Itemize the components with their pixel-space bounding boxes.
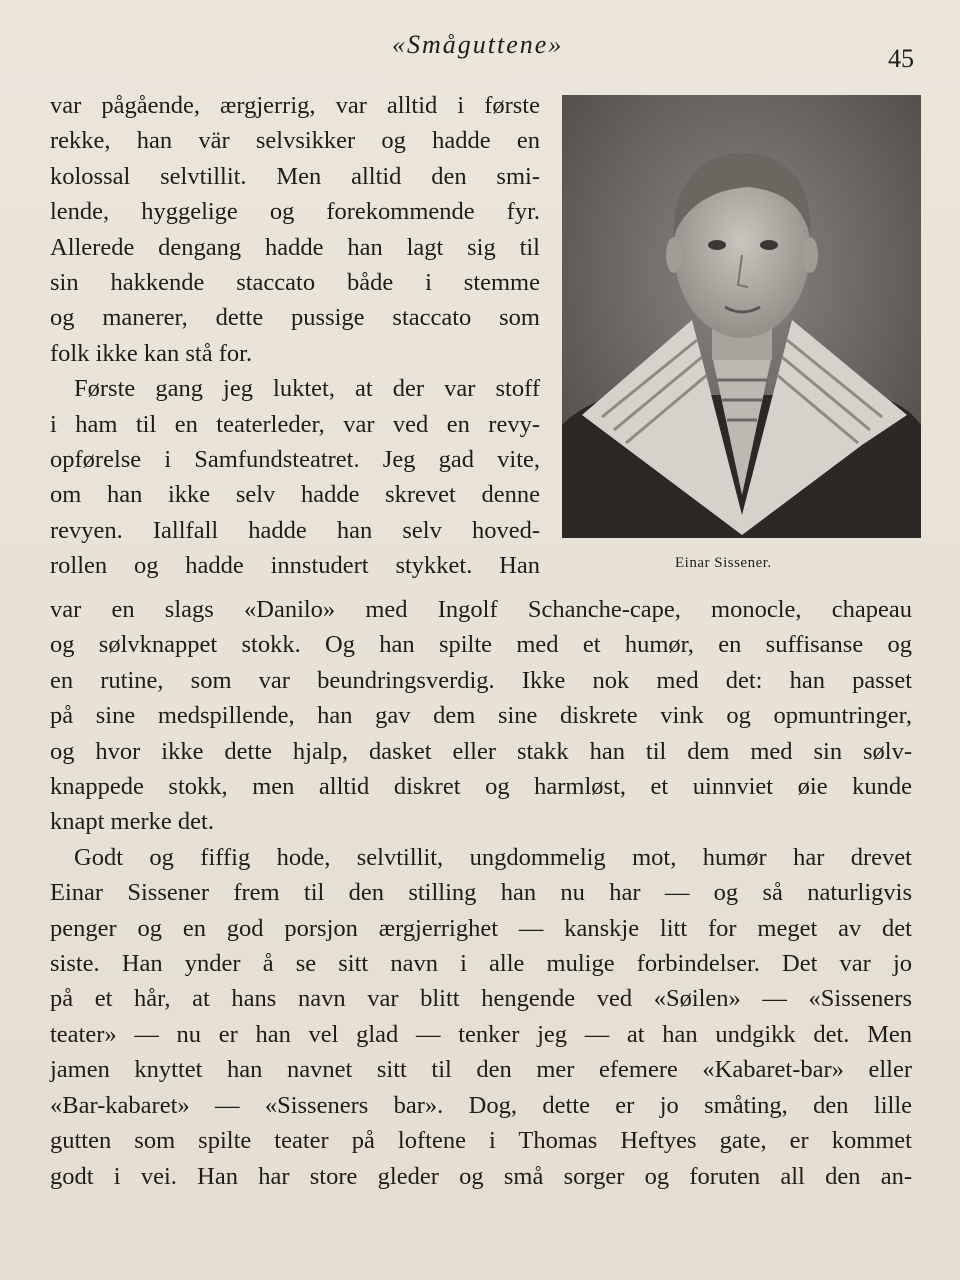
text-line: Allerede dengang hadde han lagt sig til <box>50 233 540 261</box>
text-line: Einar Sissener frem til den stilling han nu har — og så naturligvis <box>50 879 912 907</box>
text-line: sin hakkende staccato både i stemme <box>50 269 540 297</box>
text-line: på et hår, at hans navn var blitt hengende ved «Søilen» — «Sisseners <box>50 985 912 1013</box>
text-line: kolossal selvtillit. Men alltid den smi- <box>50 162 540 190</box>
text-line: og hvor ikke dette hjalp, dasket eller stakk han til dem med sin sølv- <box>50 737 912 765</box>
text-line: gutten som spilte teater på loftene i Thomas Heftyes gate, er kommet <box>50 1127 912 1155</box>
text-line: siste. Han ynder å se sitt navn i alle mulige forbindelser. Det var jo <box>50 950 912 978</box>
text-line: rollen og hadde innstudert stykket. Han <box>50 552 540 580</box>
text-line: Godt og fiffig hode, selvtillit, ungdommelig mot, humør har drevet <box>74 843 912 871</box>
portrait-photo <box>562 95 921 538</box>
text-line: penger og en god porsjon ærgjerrighet — kanskje litt for meget av det <box>50 914 912 942</box>
running-head: «Småguttene» <box>392 30 564 59</box>
text-line: var pågående, ærgjerrig, var alltid i første <box>50 92 540 119</box>
text-line: opførelse i Samfundsteatret. Jeg gad vite, <box>50 446 540 474</box>
text-line: Første gang jeg luktet, at der var stoff <box>74 375 540 403</box>
text-line: på sine medspillende, han gav dem sine diskrete vink og opmuntringer, <box>50 702 912 730</box>
text-line: «Bar-kabaret» — «Sisseners bar». Dog, dette er jo småting, den lille <box>50 1091 912 1119</box>
text-line: og sølvknappet stokk. Og han spilte med et humør, en suffisanse og <box>50 631 912 659</box>
text-line: revyen. Iallfall hadde han selv hoved- <box>50 516 540 544</box>
photo-caption: Einar Sissener. <box>675 555 772 571</box>
narrow-column-text <box>50 88 540 584</box>
text-line: en rutine, som var beundringsverdig. Ikke nok med det: han passet <box>50 666 912 694</box>
text-line: var en slags «Danilo» med Ingolf Schanche-cape, monocle, chapeau <box>50 596 912 623</box>
text-line: folk ikke kan stå for. <box>50 339 253 367</box>
text-line: teater» — nu er han vel glad — tenker jeg — at han undgikk det. Men <box>50 1020 912 1048</box>
page-number: 45 <box>888 44 914 73</box>
text-line: jamen knyttet han navnet sitt til den mer efemere «Kabaret-bar» eller <box>50 1056 912 1084</box>
text-line: lende, hyggelige og forekommende fyr. <box>50 198 540 226</box>
text-line: rekke, han vär selvsikker og hadde en <box>50 127 540 155</box>
text-line: i ham til en teaterleder, var ved en revy- <box>50 410 540 438</box>
text-line: og manerer, dette pussige staccato som <box>50 304 540 332</box>
full-width-text <box>50 592 912 1194</box>
text-line: knappede stokk, men alltid diskret og harmløst, et uinnviet øie kunde <box>50 773 912 801</box>
text-line: godt i vei. Han har store gleder og små sorger og foruten all den an- <box>50 1162 912 1190</box>
text-line: knapt merke det. <box>50 808 214 836</box>
portrait-illustration <box>562 95 921 538</box>
text-line: om han ikke selv hadde skrevet denne <box>50 481 540 509</box>
